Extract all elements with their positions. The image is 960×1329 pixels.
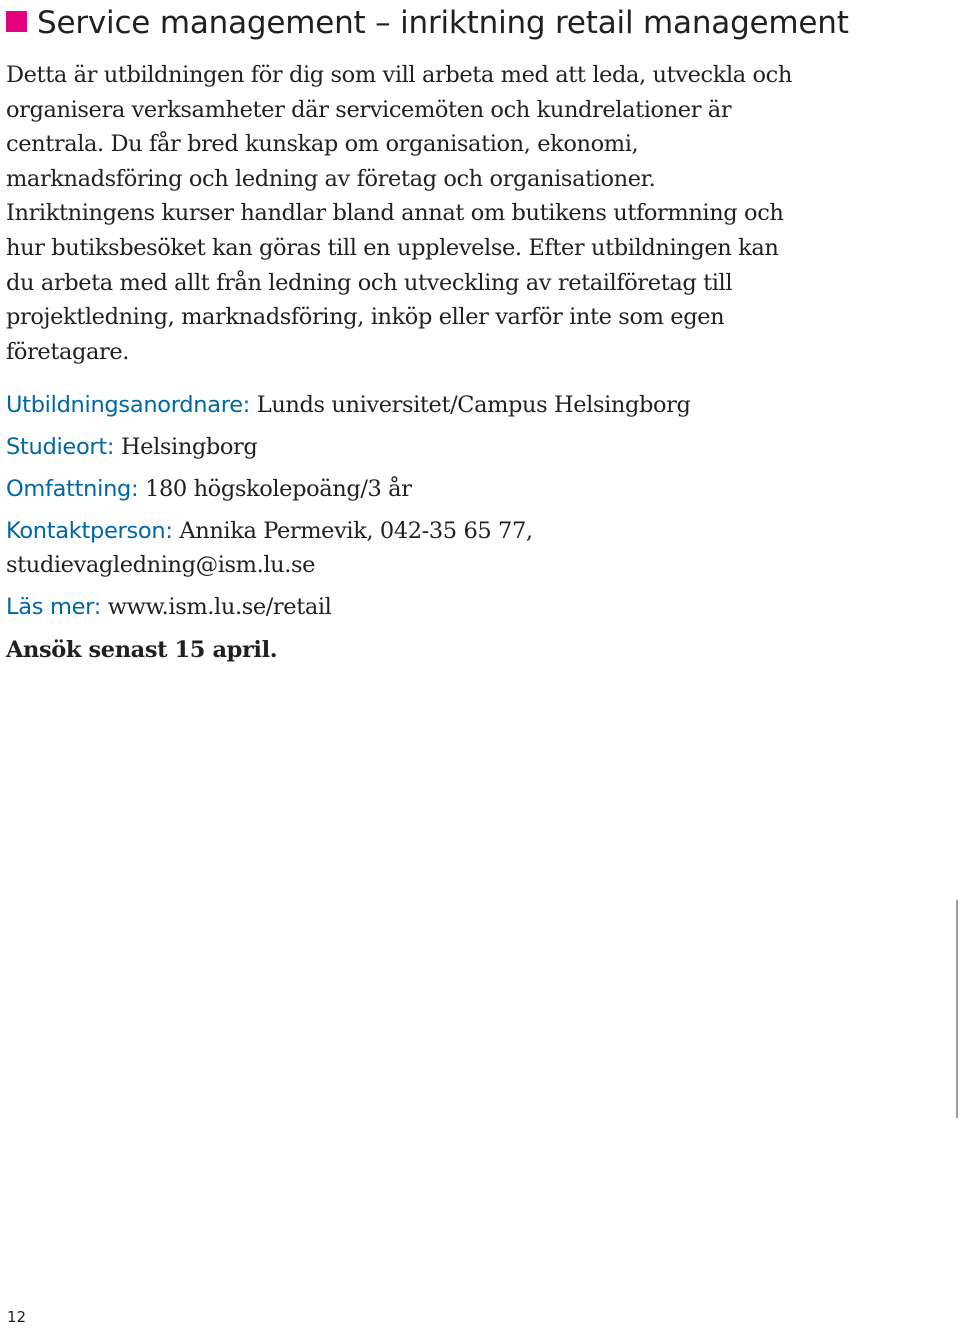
application-deadline: Ansök senast 15 april.	[6, 636, 278, 663]
read-more-link[interactable]: www.ism.lu.se/retail	[107, 593, 332, 620]
square-bullet-icon	[6, 11, 27, 32]
course-title: Service management – inriktning retail management	[37, 5, 849, 41]
contact-row	[6, 515, 946, 582]
scope-row	[6, 473, 946, 507]
contact-value: Annika Permevik, 042-35 65 77,	[179, 518, 533, 545]
location-row	[6, 431, 946, 465]
organizer-row	[6, 389, 946, 423]
course-facts	[6, 389, 946, 667]
location-label: Studieort:	[6, 434, 115, 461]
organizer-value: Lunds universitet/Campus Helsingborg	[256, 392, 691, 419]
location-value: Helsingborg	[120, 434, 258, 461]
page-edge-rule	[956, 900, 958, 1118]
page-number: 12	[7, 1308, 27, 1326]
read-more-row	[6, 591, 946, 625]
organizer-label: Utbildningsanordnare:	[6, 392, 251, 419]
contact-label: Kontaktperson:	[6, 518, 173, 545]
contact-email[interactable]: studievagledning@ism.lu.se	[6, 551, 316, 578]
course-description: Detta är utbildningen för dig som vill arbeta med att leda, utveckla och organisera verksamheter där servicemöten och kundrelationer är centrala. Du får bred kunskap om organisation, ekonomi, marknadsföring och ledning av företag och organisationer. Inriktningens kurser handlar bland annat om butikens utformning och hur butiksbesöket kan göras till en upplevelse. Efter utbildningen kan du arbeta med allt från ledning och utveckling av retailföretag till projektledning, marknadsföring, inköp eller varför inte som egen företagare.	[6, 62, 792, 365]
course-title-heading	[6, 0, 956, 44]
course-page	[6, 0, 956, 667]
read-more-label: Läs mer:	[6, 593, 101, 620]
scope-value: 180 högskolepoäng/3 år	[145, 476, 412, 503]
scope-label: Omfattning:	[6, 476, 139, 503]
